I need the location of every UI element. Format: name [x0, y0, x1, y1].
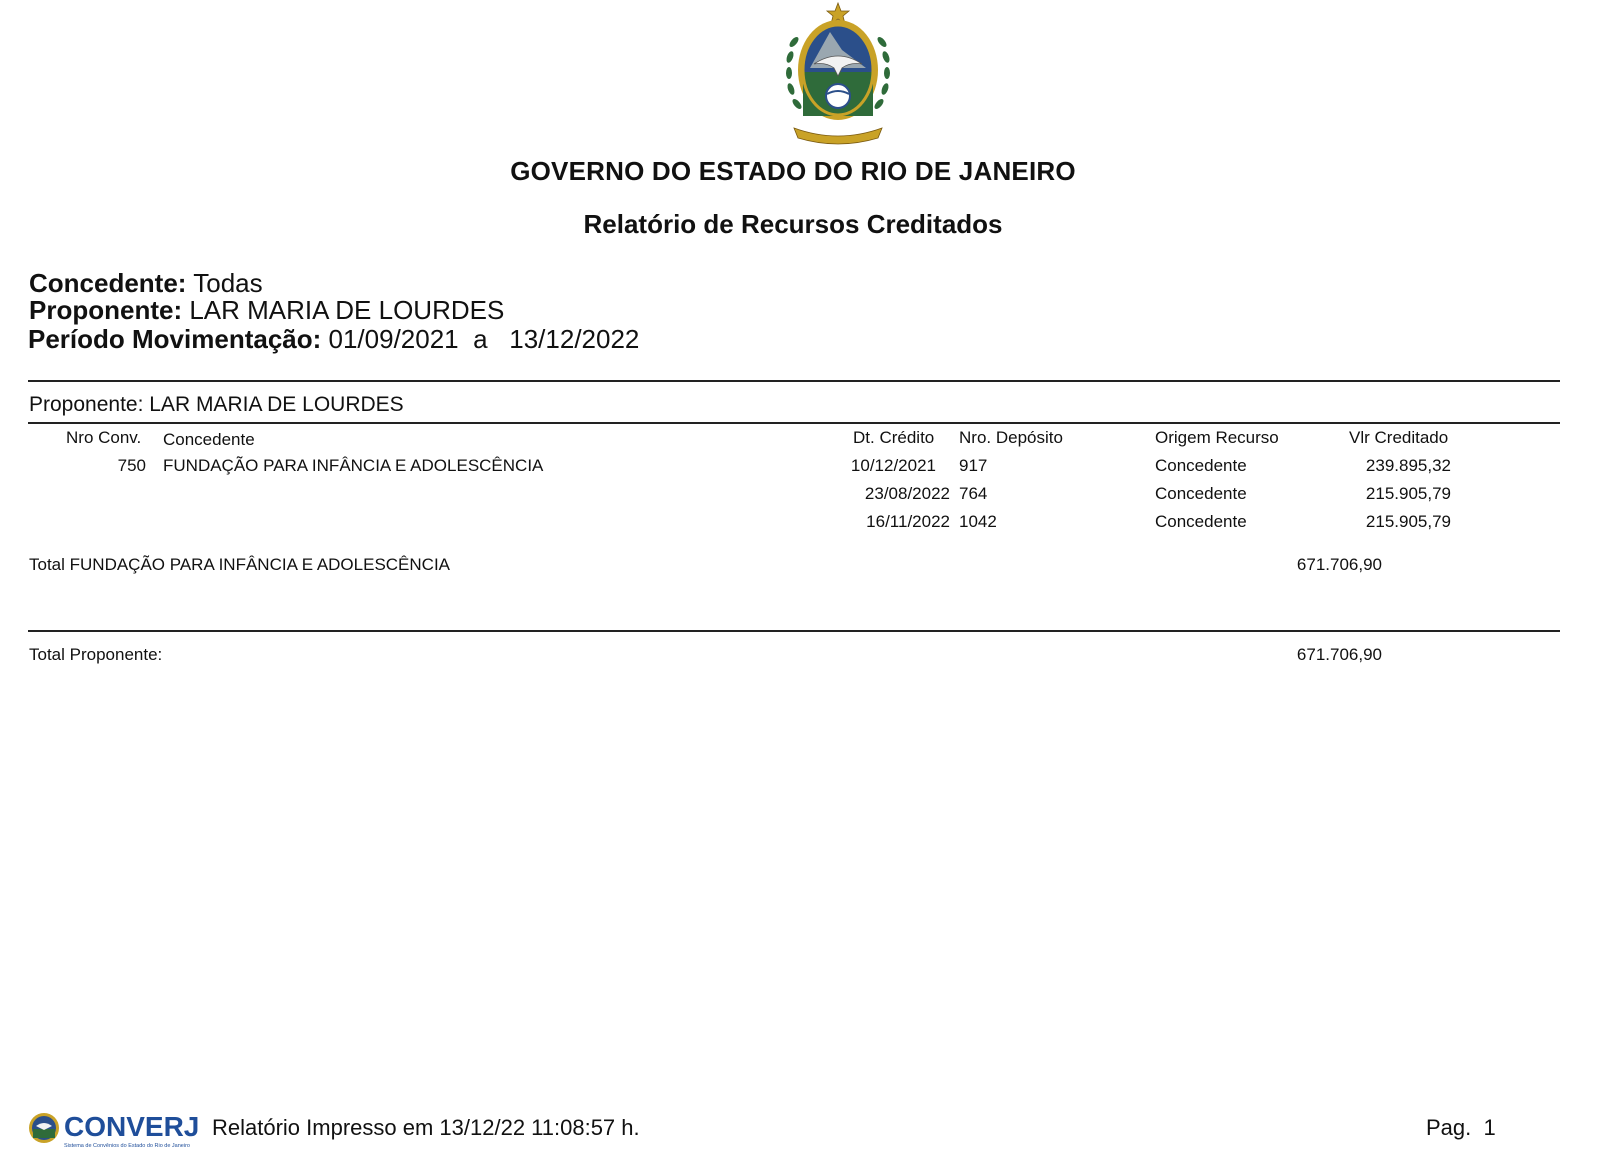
table-row [0, 484, 1600, 510]
converj-logo-icon [28, 1108, 200, 1150]
cell-nro-conv: 750 [117, 456, 146, 475]
cell-vlr-creditado: 215.905,79 [1365, 512, 1451, 531]
cell-nro-deposito: 1042 [959, 512, 997, 531]
filter-proponente-label: Proponente: [29, 295, 183, 325]
divider [28, 380, 1560, 382]
col-header-nro-deposito: Nro. Depósito [959, 428, 1063, 447]
table-header-row [0, 428, 1600, 454]
col-header-origem-recurso: Origem Recurso [1155, 428, 1279, 447]
col-header-vlr-creditado: Vlr Creditado [1349, 428, 1449, 447]
filter-proponente [29, 295, 504, 326]
cell-dt-credito: 23/08/2022 [864, 484, 950, 503]
page-number-value: 1 [1483, 1115, 1496, 1140]
filter-periodo-separator: a [473, 324, 488, 354]
cell-dt-credito: 10/12/2021 [850, 456, 936, 475]
proponente-total-value: 671.706,90 [1296, 645, 1382, 664]
cell-nro-deposito: 917 [959, 456, 988, 475]
filter-periodo-start: 01/09/2021 [328, 324, 459, 354]
cell-origem-recurso: Concedente [1155, 512, 1247, 531]
col-header-dt-credito: Dt. Crédito [853, 428, 935, 447]
filter-periodo [28, 324, 639, 355]
cell-dt-credito: 16/11/2022 [866, 512, 950, 531]
col-header-nro-conv: Nro Conv. [66, 428, 142, 447]
report-title: Relatório de Recursos Creditados [583, 209, 1003, 239]
proponente-total-label: Total Proponente: [29, 645, 163, 664]
filter-concedente-value: Todas [193, 268, 263, 298]
group-total-value: 671.706,90 [1296, 555, 1382, 574]
cell-vlr-creditado: 215.905,79 [1365, 484, 1451, 503]
col-header-concedente: Concedente [163, 430, 255, 449]
filter-proponente-value: LAR MARIA DE LOURDES [189, 295, 505, 325]
government-title: GOVERNO DO ESTADO DO RIO DE JANEIRO [510, 156, 1076, 186]
converj-logo-text: CONVERJ [64, 1111, 200, 1142]
cell-nro-deposito: 764 [959, 484, 988, 503]
cell-origem-recurso: Concedente [1155, 456, 1247, 475]
filter-periodo-label: Período Movimentação: [28, 324, 322, 354]
converj-logo-subtitle: Sistema de Convênios do Estado do Rio de Janeiro [64, 1143, 190, 1149]
page-label: Pag. [1426, 1115, 1472, 1140]
printed-at-timestamp: Relatório Impresso em 13/12/22 11:08:57 h. [212, 1115, 640, 1140]
filter-periodo-end: 13/12/2022 [509, 324, 640, 354]
filter-concedente-label: Concedente: [29, 268, 187, 298]
group-total-label: Total FUNDAÇÃO PARA INFÂNCIA E ADOLESCÊNCIA [29, 555, 451, 574]
table-row [0, 512, 1600, 538]
cell-concedente: FUNDAÇÃO PARA INFÂNCIA E ADOLESCÊNCIA [163, 456, 544, 475]
divider [28, 630, 1560, 632]
page-number [1426, 1115, 1496, 1141]
state-crest-icon [780, 2, 896, 146]
cell-origem-recurso: Concedente [1155, 484, 1247, 503]
divider [28, 422, 1560, 424]
table-row [0, 456, 1600, 482]
proponente-section-heading: Proponente: LAR MARIA DE LOURDES [29, 393, 404, 416]
cell-vlr-creditado: 239.895,32 [1365, 456, 1451, 475]
